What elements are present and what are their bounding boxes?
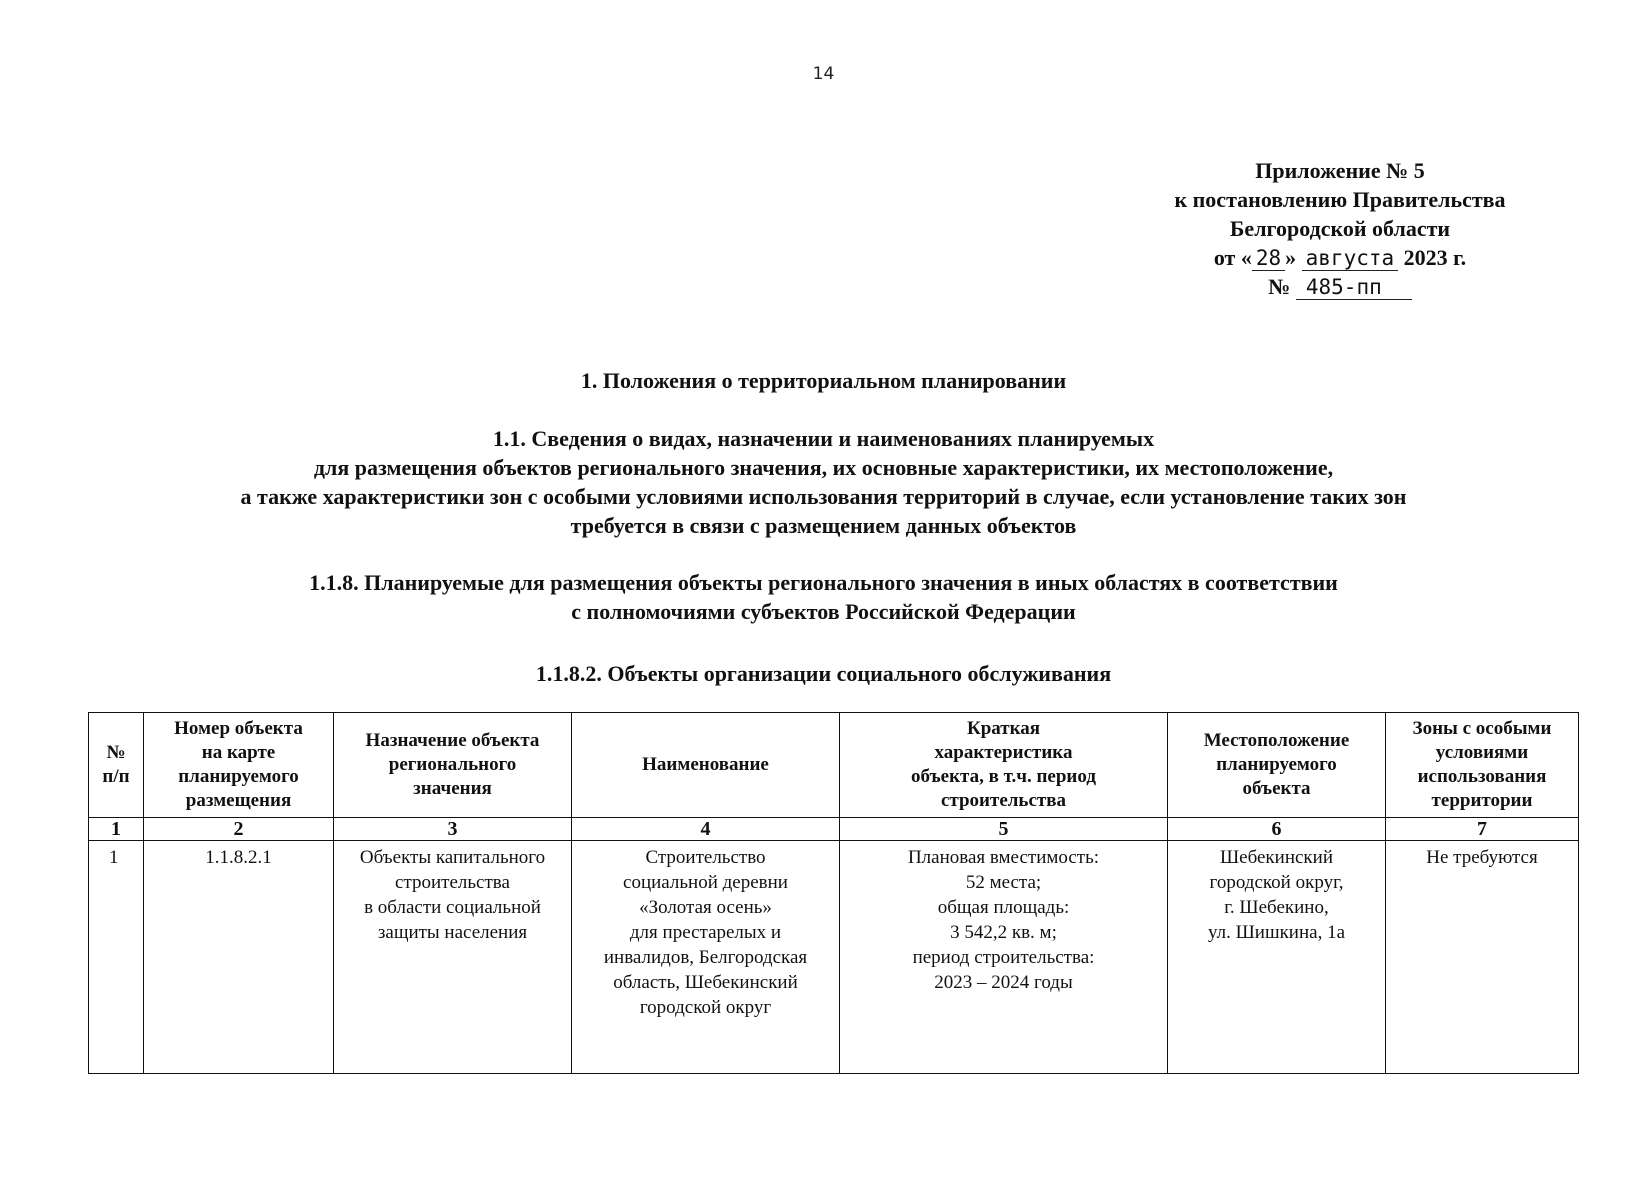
sub-subsection-title — [0, 568, 1647, 626]
column-number: 7 — [1386, 818, 1579, 841]
column-number: 1 — [89, 818, 144, 841]
characteristics-cell: Плановая вместимость: 52 места; общая площадь: 3 542,2 кв. м; период строительства: 2023 – 2024 годы — [840, 841, 1168, 1074]
column-number: 3 — [334, 818, 572, 841]
appendix-title: Приложение № 5 — [1255, 158, 1425, 183]
header-cell: № п/п — [89, 713, 144, 818]
section-title: 1. Положения о территориальном планировании — [580, 368, 1067, 393]
sub-subsection-title-line: с полномочиями субъектов Российской Федерации — [571, 599, 1076, 624]
subsection-title-line: 1.1. Сведения о видах, назначении и наименованиях планируемых — [492, 426, 1155, 451]
appendix-number-line — [1140, 272, 1540, 301]
zones-cell: Не требуются — [1386, 841, 1579, 1074]
header-cell: Краткая характеристика объекта, в т.ч. период строительства — [840, 713, 1168, 818]
sub-subsection-title-line: 1.1.8. Планируемые для размещения объекты регионального значения в иных областях в соответствии — [309, 570, 1338, 595]
appendix-block — [1140, 156, 1540, 301]
column-number: 5 — [840, 818, 1168, 841]
header-cell: Номер объекта на карте планируемого размещения — [144, 713, 334, 818]
appendix-resolution-line: к постановлению Правительства — [1174, 187, 1506, 212]
subsection-title — [0, 424, 1647, 540]
column-number-row — [89, 818, 1579, 841]
date-year: 2023 г. — [1403, 245, 1467, 270]
table-header-row — [89, 713, 1579, 818]
table-title: 1.1.8.2. Объекты организации социального обслуживания — [535, 661, 1112, 686]
table-row — [89, 841, 1579, 1074]
subsection-title-line: требуется в связи с размещением данных объектов — [570, 513, 1077, 538]
subsection-title-line: для размещения объектов регионального значения, их основные характеристики, их местоположение, — [313, 455, 1334, 480]
header-cell: Зоны с особыми условиями использования территории — [1386, 713, 1579, 818]
purpose-cell: Объекты капитального строительства в области социальной защиты населения — [334, 841, 572, 1074]
appendix-date-line — [1140, 243, 1540, 272]
objects-table — [88, 712, 1579, 1074]
resolution-number: 485-пп — [1296, 275, 1412, 300]
column-number: 4 — [572, 818, 840, 841]
map-number-cell: 1.1.8.2.1 — [144, 841, 334, 1074]
date-day: 28 — [1252, 246, 1285, 271]
date-month: августа — [1302, 246, 1399, 271]
location-cell: Шебекинский городской округ, г. Шебекино, ул. Шишкина, 1а — [1168, 841, 1386, 1074]
column-number: 2 — [144, 818, 334, 841]
column-number: 6 — [1168, 818, 1386, 841]
date-prefix: от « — [1213, 245, 1252, 270]
row-index-cell: 1 — [89, 841, 144, 1074]
header-cell: Наименование — [572, 713, 840, 818]
appendix-region-line: Белгородской области — [1229, 216, 1451, 241]
header-cell: Местоположение планируемого объекта — [1168, 713, 1386, 818]
page-number: 14 — [812, 64, 835, 84]
header-cell: Назначение объекта регионального значения — [334, 713, 572, 818]
subsection-title-line: а также характеристики зон с особыми условиями использования территорий в случае, если установление таких зон — [240, 484, 1407, 509]
date-mid: » — [1285, 245, 1297, 270]
number-prefix: № — [1268, 274, 1291, 299]
name-cell: Строительство социальной деревни «Золотая осень» для престарелых и инвалидов, Белгородская область, Шебекинский городской округ — [572, 841, 840, 1074]
